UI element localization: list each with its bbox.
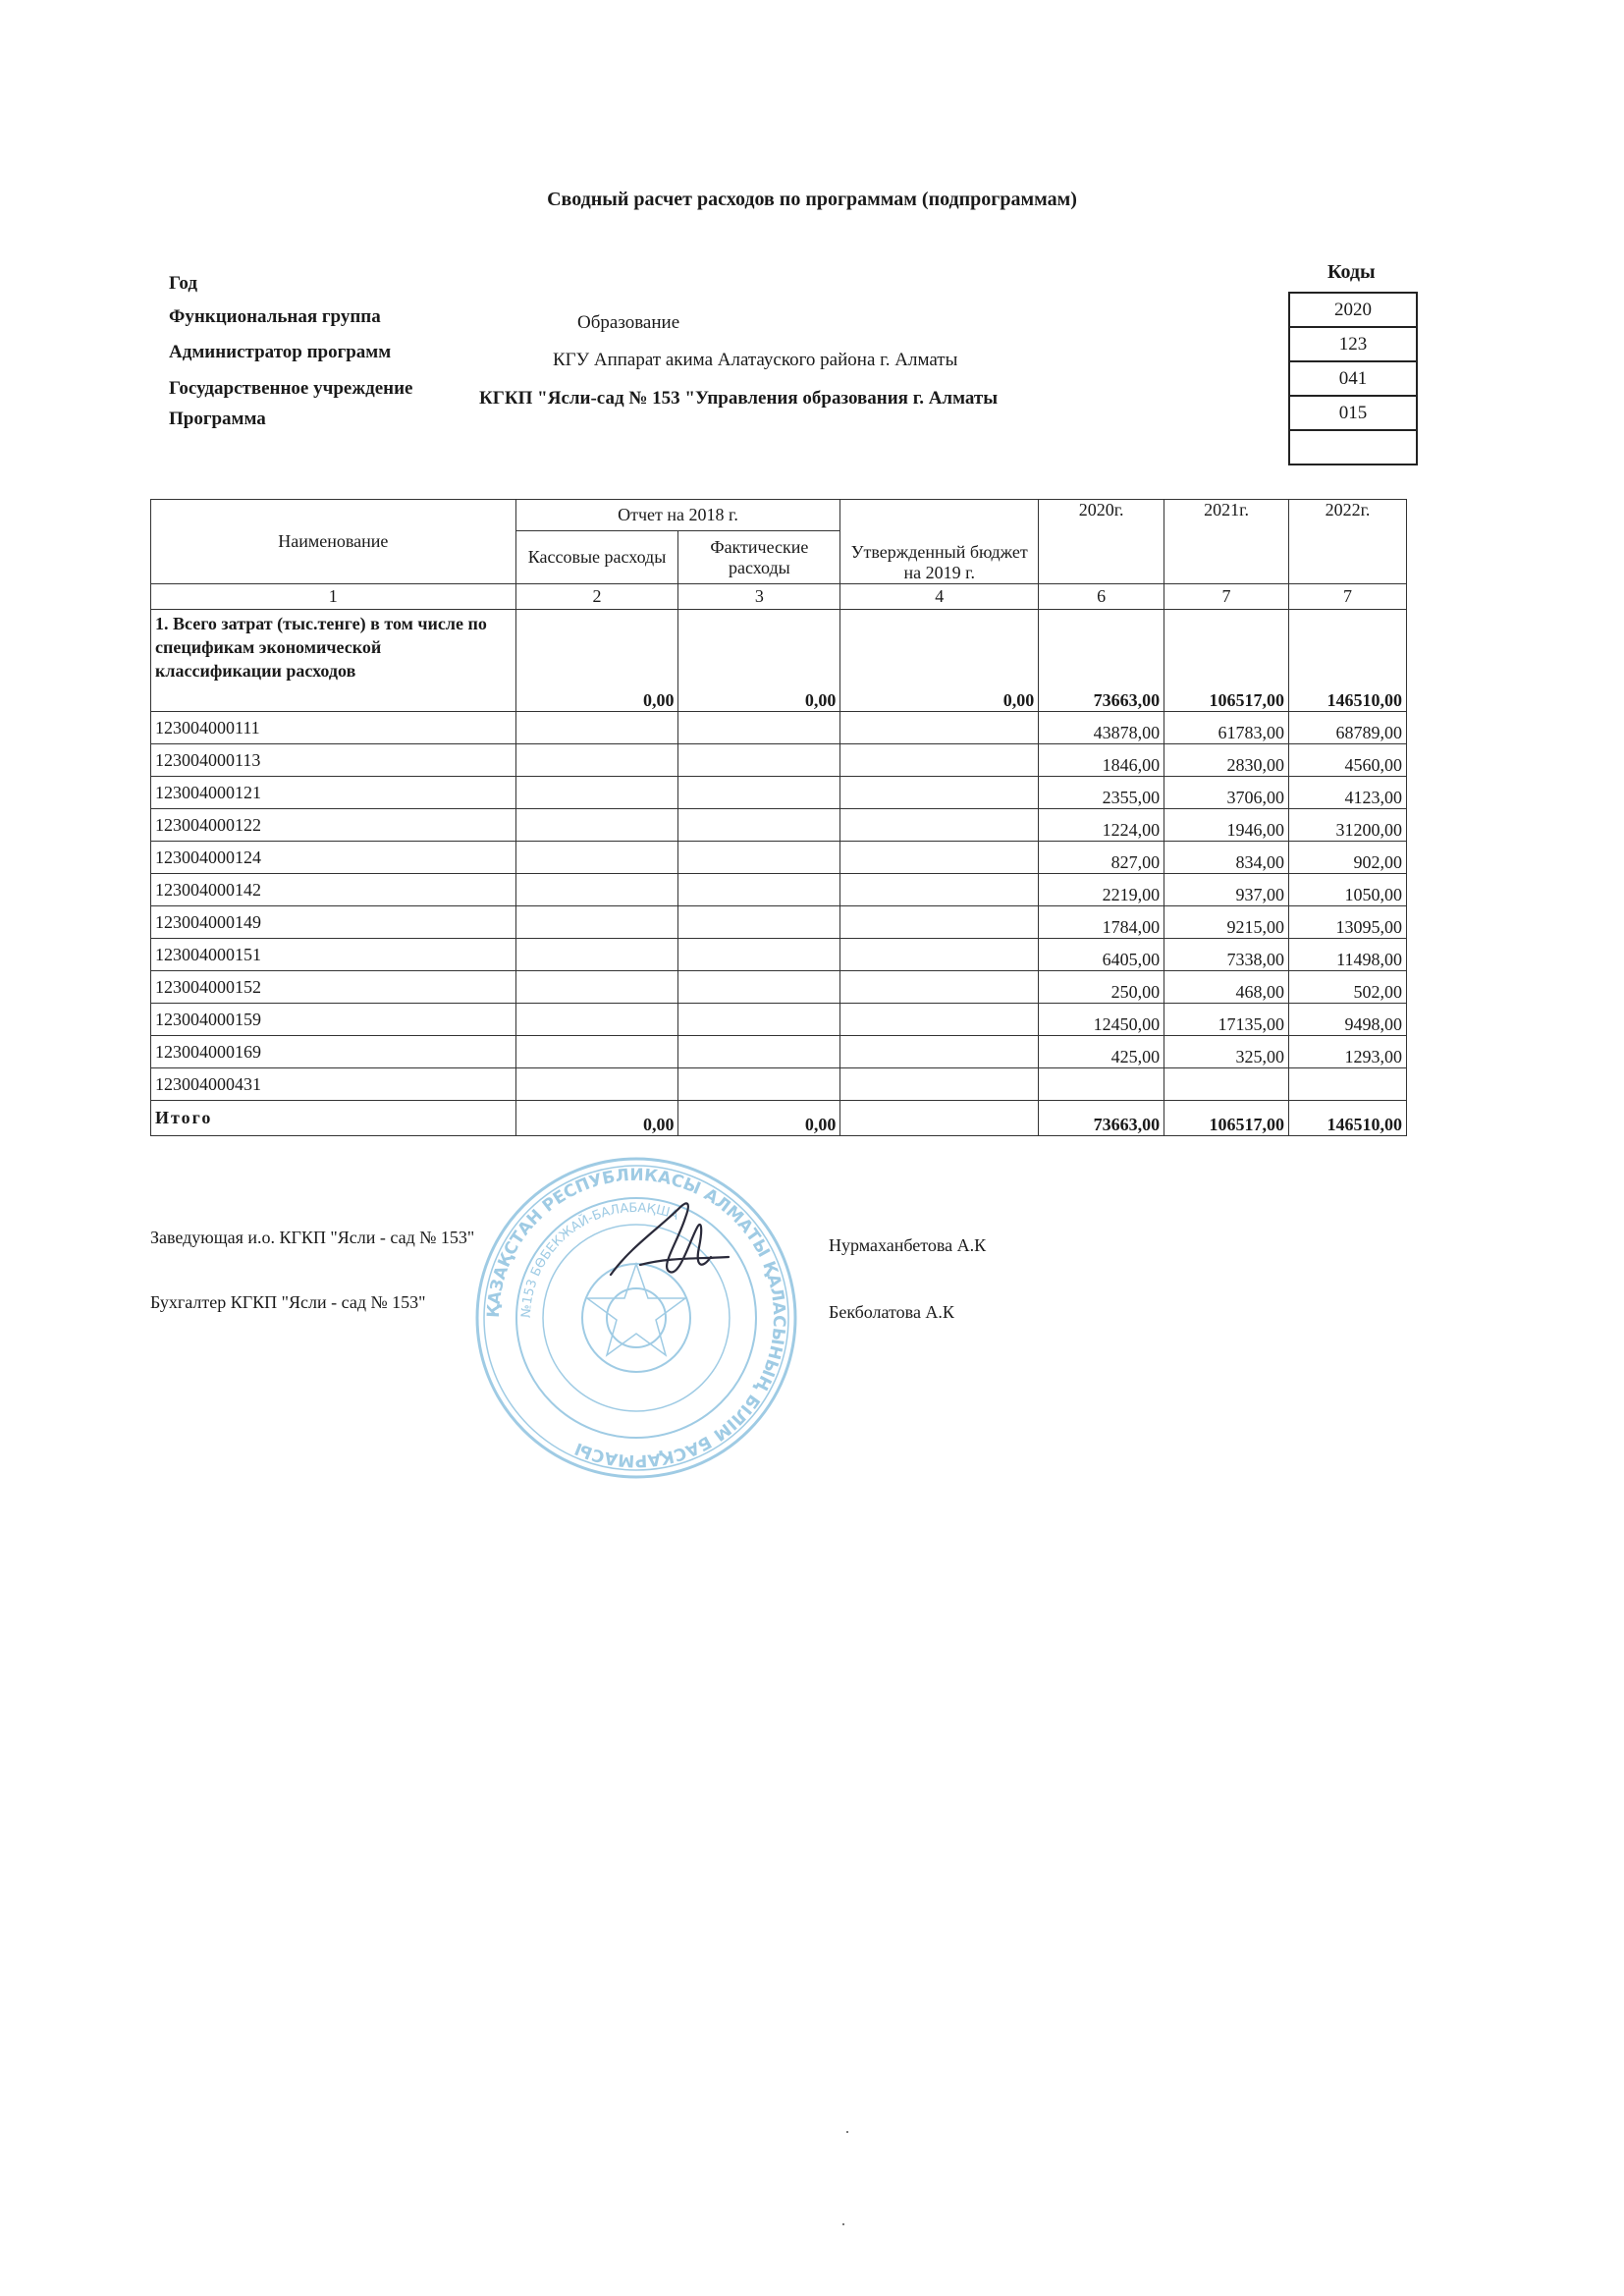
total-budget: 0,00 bbox=[840, 610, 1039, 712]
stamp-inner-text: №153 БӨБЕКЖАЙ-БАЛАБАҚША bbox=[518, 1200, 681, 1319]
cell-2020: 2355,00 bbox=[1039, 777, 1164, 809]
spec-code: 123004000124 bbox=[151, 842, 516, 874]
code-year: 2020 bbox=[1290, 294, 1416, 328]
cell-2022: 31200,00 bbox=[1289, 809, 1407, 842]
cell-2020: 250,00 bbox=[1039, 971, 1164, 1004]
codes-header: Коды bbox=[1327, 261, 1376, 283]
cell-budget bbox=[840, 874, 1039, 906]
total-2021: 106517,00 bbox=[1164, 610, 1289, 712]
cell-budget bbox=[840, 1036, 1039, 1068]
table-row bbox=[151, 939, 1407, 971]
functional-group-value: Образование bbox=[577, 312, 680, 333]
head-role: Заведующая и.о. КГКП "Ясли - сад № 153" bbox=[150, 1228, 475, 1247]
spec-code: 123004000122 bbox=[151, 809, 516, 842]
cell-cash bbox=[515, 809, 678, 842]
cell-2022: 68789,00 bbox=[1289, 712, 1407, 744]
cell-2021: 325,00 bbox=[1164, 1036, 1289, 1068]
spec-code: 123004000113 bbox=[151, 744, 516, 777]
cell-fact bbox=[678, 939, 840, 971]
cell-2021: 937,00 bbox=[1164, 874, 1289, 906]
table-row bbox=[151, 712, 1407, 744]
spec-code: 123004000152 bbox=[151, 971, 516, 1004]
head-name: Нурмаханбетова А.К bbox=[829, 1235, 987, 1255]
spec-code: 123004000142 bbox=[151, 874, 516, 906]
cell-2021: 2830,00 bbox=[1164, 744, 1289, 777]
col-number: 3 bbox=[678, 584, 840, 610]
col-header-budget: Утвержденный бюджет на 2019 г. bbox=[840, 500, 1039, 584]
col-header-2022: 2022г. bbox=[1289, 500, 1407, 584]
cell-fact bbox=[678, 1004, 840, 1036]
codes-box bbox=[1288, 292, 1418, 465]
cell-2020: 425,00 bbox=[1039, 1036, 1164, 1068]
cell-2022: 902,00 bbox=[1289, 842, 1407, 874]
col-header-cash: Кассовые расходы bbox=[515, 531, 678, 584]
cell-2022: 4123,00 bbox=[1289, 777, 1407, 809]
cell-budget bbox=[840, 809, 1039, 842]
col-header-name: Наименование bbox=[151, 500, 516, 584]
col-header-report: Отчет на 2018 г. bbox=[515, 500, 840, 531]
cell-cash bbox=[515, 1004, 678, 1036]
program-admin-value: КГУ Аппарат акима Алатауского района г. Алматы bbox=[553, 350, 958, 370]
cell-2020: 1846,00 bbox=[1039, 744, 1164, 777]
functional-group-label: Функциональная группа bbox=[169, 306, 381, 327]
spec-code: 123004000111 bbox=[151, 712, 516, 744]
cell-fact bbox=[678, 842, 840, 874]
total-2020: 73663,00 bbox=[1039, 610, 1164, 712]
program-label: Программа bbox=[169, 409, 266, 429]
itogo-budget bbox=[840, 1101, 1039, 1136]
table-row bbox=[151, 809, 1407, 842]
cell-2021: 61783,00 bbox=[1164, 712, 1289, 744]
cell-2021: 468,00 bbox=[1164, 971, 1289, 1004]
table-row bbox=[151, 842, 1407, 874]
cell-budget bbox=[840, 1004, 1039, 1036]
total-expenses-row bbox=[151, 610, 1407, 712]
cell-2020: 827,00 bbox=[1039, 842, 1164, 874]
cell-2022: 1293,00 bbox=[1289, 1036, 1407, 1068]
cell-budget bbox=[840, 906, 1039, 939]
cell-cash bbox=[515, 1068, 678, 1101]
year-label: Год bbox=[169, 273, 197, 294]
itogo-2022: 146510,00 bbox=[1289, 1101, 1407, 1136]
code-institution: 015 bbox=[1290, 397, 1416, 431]
table-row bbox=[151, 1036, 1407, 1068]
spec-code: 123004000169 bbox=[151, 1036, 516, 1068]
scan-speck bbox=[846, 2131, 848, 2133]
cell-budget bbox=[840, 1068, 1039, 1101]
spec-code: 123004000151 bbox=[151, 939, 516, 971]
cell-fact bbox=[678, 906, 840, 939]
cell-budget bbox=[840, 777, 1039, 809]
total-fact: 0,00 bbox=[678, 610, 840, 712]
code-admin: 041 bbox=[1290, 362, 1416, 397]
cell-fact bbox=[678, 809, 840, 842]
itogo-2020: 73663,00 bbox=[1039, 1101, 1164, 1136]
cell-cash bbox=[515, 1036, 678, 1068]
spec-code: 123004000121 bbox=[151, 777, 516, 809]
col-number: 1 bbox=[151, 584, 516, 610]
code-functional-group: 123 bbox=[1290, 328, 1416, 362]
signature bbox=[601, 1188, 738, 1296]
stamp-outer-text: ҚАЗАҚСТАН РЕСПУБЛИКАСЫ АЛМАТЫ ҚАЛАСЫНЫҢ БІЛІМ БАСҚАРМАСЫ bbox=[483, 1165, 789, 1471]
cell-2022: 1050,00 bbox=[1289, 874, 1407, 906]
table-row bbox=[151, 1068, 1407, 1101]
program-admin-label: Администратор программ bbox=[169, 342, 392, 362]
table-row bbox=[151, 874, 1407, 906]
cell-fact bbox=[678, 971, 840, 1004]
itogo-2021: 106517,00 bbox=[1164, 1101, 1289, 1136]
spec-code: 123004000149 bbox=[151, 906, 516, 939]
cell-2020: 2219,00 bbox=[1039, 874, 1164, 906]
cell-fact bbox=[678, 777, 840, 809]
cell-2020: 12450,00 bbox=[1039, 1004, 1164, 1036]
col-header-2021: 2021г. bbox=[1164, 500, 1289, 584]
accountant-name: Бекболатова А.К bbox=[829, 1302, 954, 1322]
cell-cash bbox=[515, 712, 678, 744]
spec-code: 123004000159 bbox=[151, 1004, 516, 1036]
code-program bbox=[1290, 431, 1416, 464]
cell-2022: 4560,00 bbox=[1289, 744, 1407, 777]
cell-2020: 6405,00 bbox=[1039, 939, 1164, 971]
col-number: 4 bbox=[840, 584, 1039, 610]
cell-fact bbox=[678, 712, 840, 744]
institution-label: Государственное учреждение bbox=[169, 378, 413, 399]
col-number: 7 bbox=[1289, 584, 1407, 610]
table-row bbox=[151, 777, 1407, 809]
col-header-fact: Фактические расходы bbox=[678, 531, 840, 584]
cell-2021: 1946,00 bbox=[1164, 809, 1289, 842]
cell-budget bbox=[840, 842, 1039, 874]
cell-2021: 3706,00 bbox=[1164, 777, 1289, 809]
cell-2021 bbox=[1164, 1068, 1289, 1101]
cell-fact bbox=[678, 744, 840, 777]
document-title: Сводный расчет расходов по программам (подпрограммам) bbox=[547, 189, 1077, 210]
itogo-fact: 0,00 bbox=[678, 1101, 840, 1136]
spec-rows bbox=[151, 712, 1407, 1101]
cell-2021: 17135,00 bbox=[1164, 1004, 1289, 1036]
accountant-role: Бухгалтер КГКП "Ясли - сад № 153" bbox=[150, 1292, 426, 1312]
cell-budget bbox=[840, 971, 1039, 1004]
institution-value: КГКП "Ясли-сад № 153 "Управления образования г. Алматы bbox=[479, 388, 999, 409]
cell-2022: 13095,00 bbox=[1289, 906, 1407, 939]
total-expenses-name: 1. Всего затрат (тыс.тенге) в том числе по спецификам экономической классификации расходов bbox=[151, 610, 516, 712]
cell-budget bbox=[840, 939, 1039, 971]
table-row bbox=[151, 1004, 1407, 1036]
expenses-table bbox=[150, 499, 1407, 1136]
table-row bbox=[151, 971, 1407, 1004]
itogo-row bbox=[151, 1101, 1407, 1136]
col-number: 2 bbox=[515, 584, 678, 610]
cell-2022: 11498,00 bbox=[1289, 939, 1407, 971]
cell-2022 bbox=[1289, 1068, 1407, 1101]
cell-2020: 1784,00 bbox=[1039, 906, 1164, 939]
cell-2020: 1224,00 bbox=[1039, 809, 1164, 842]
total-2022: 146510,00 bbox=[1289, 610, 1407, 712]
cell-fact bbox=[678, 1036, 840, 1068]
scan-speck bbox=[842, 2223, 844, 2225]
cell-fact bbox=[678, 1068, 840, 1101]
cell-2020 bbox=[1039, 1068, 1164, 1101]
cell-cash bbox=[515, 906, 678, 939]
cell-2021: 9215,00 bbox=[1164, 906, 1289, 939]
cell-fact bbox=[678, 874, 840, 906]
table-row bbox=[151, 744, 1407, 777]
cell-2021: 834,00 bbox=[1164, 842, 1289, 874]
cell-budget bbox=[840, 744, 1039, 777]
total-cash: 0,00 bbox=[515, 610, 678, 712]
cell-cash bbox=[515, 874, 678, 906]
itogo-cash: 0,00 bbox=[515, 1101, 678, 1136]
col-number: 7 bbox=[1164, 584, 1289, 610]
col-number: 6 bbox=[1039, 584, 1164, 610]
cell-2022: 9498,00 bbox=[1289, 1004, 1407, 1036]
cell-2022: 502,00 bbox=[1289, 971, 1407, 1004]
cell-budget bbox=[840, 712, 1039, 744]
cell-cash bbox=[515, 939, 678, 971]
cell-cash bbox=[515, 777, 678, 809]
table-row bbox=[151, 906, 1407, 939]
cell-2020: 43878,00 bbox=[1039, 712, 1164, 744]
cell-cash bbox=[515, 842, 678, 874]
col-header-2020: 2020г. bbox=[1039, 500, 1164, 584]
cell-2021: 7338,00 bbox=[1164, 939, 1289, 971]
cell-cash bbox=[515, 971, 678, 1004]
itogo-label: Итого bbox=[151, 1101, 516, 1136]
cell-cash bbox=[515, 744, 678, 777]
spec-code: 123004000431 bbox=[151, 1068, 516, 1101]
